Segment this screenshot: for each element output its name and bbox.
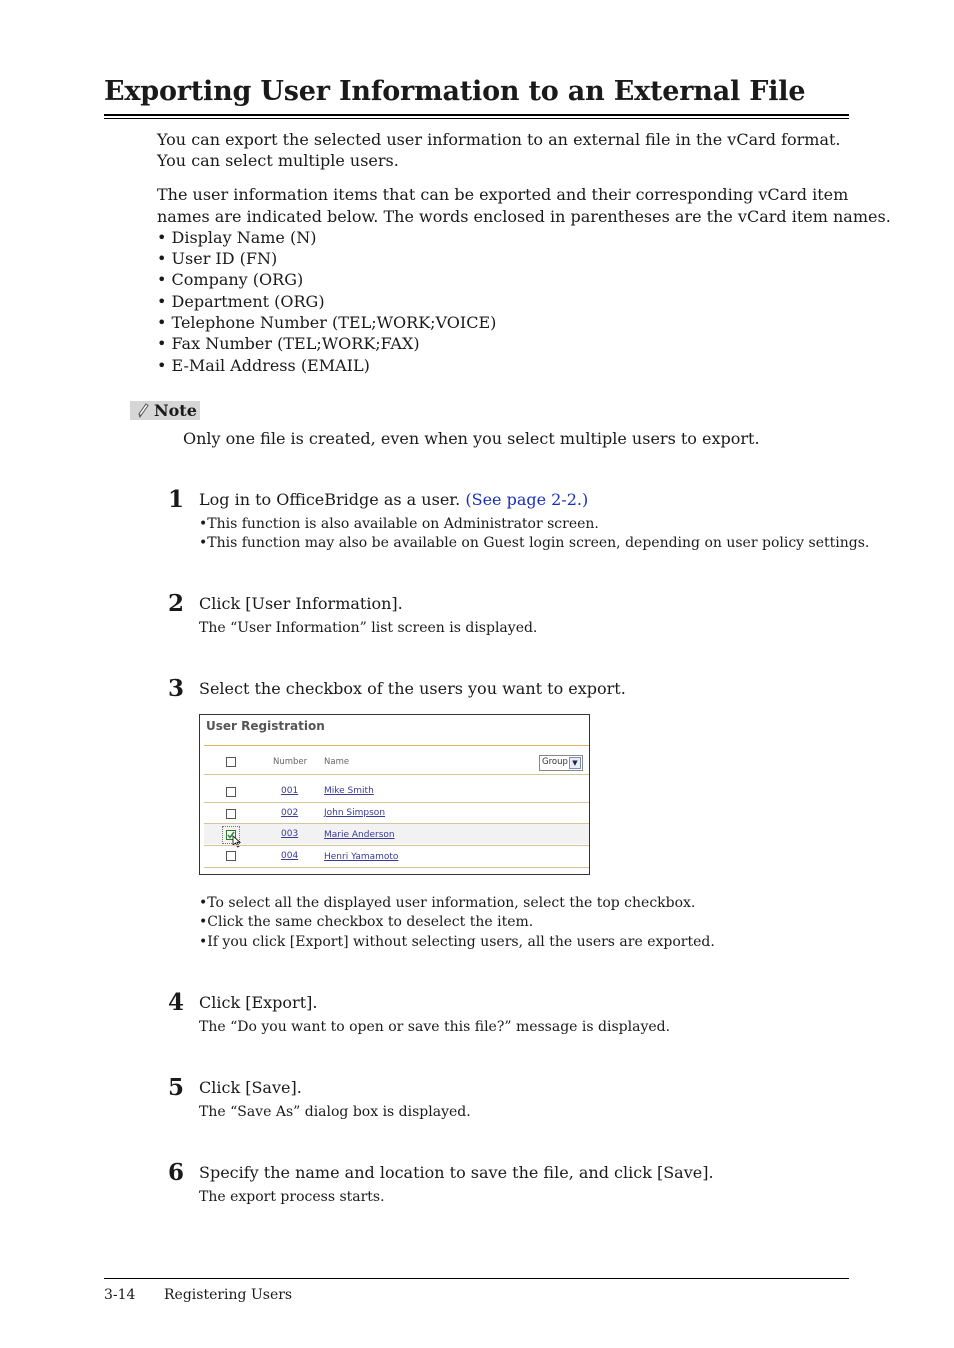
step-number: 4 [167,989,184,1016]
step-detail: The “Do you want to open or save this file?” message is displayed. [199,1019,671,1035]
chevron-down-icon[interactable]: ▼ [569,757,581,769]
user-name-link[interactable]: Marie Anderson [324,830,395,840]
see-page-link[interactable]: (See page 2-2.) [465,490,589,509]
highlighted-row [204,824,589,844]
list-item: • User ID (FN) [157,249,278,268]
step-detail: •To select all the displayed user information, select the top checkbox. [199,895,696,911]
step-number: 2 [167,590,184,617]
step-detail: •This function is also available on Administrator screen. [199,516,599,532]
note-label: Note [154,401,197,420]
user-registration-screenshot [199,714,590,875]
user-name-link[interactable]: Henri Yamamoto [324,852,399,862]
step-detail: •This function may also be available on Guest login screen, depending on user policy settings. [199,535,870,551]
intro-line-2: You can select multiple users. [157,151,399,170]
list-item: • Department (ORG) [157,292,325,311]
step-text: Specify the name and location to save the file, and click [Save]. [199,1163,714,1182]
user-number-link[interactable]: 002 [281,808,299,818]
heading-underline [204,745,589,746]
column-header-name: Name [324,757,350,767]
row-checkbox[interactable] [226,809,236,819]
step-number: 5 [167,1074,184,1101]
step-detail: The “User Information” list screen is displayed. [199,620,538,636]
step-detail: •If you click [Export] without selecting users, all the users are exported. [199,934,715,950]
step-detail: •Click the same checkbox to deselect the item. [199,914,534,930]
step-detail: The export process starts. [199,1189,385,1205]
note-text: Only one file is created, even when you select multiple users to export. [183,429,760,448]
list-item: • Telephone Number (TEL;WORK;VOICE) [157,313,497,332]
user-number-link[interactable]: 004 [281,851,299,861]
user-number-link[interactable]: 003 [281,829,299,839]
mouse-cursor-icon [232,835,241,848]
page-number: 3-14 [104,1287,136,1303]
step-number: 6 [167,1159,184,1186]
items-intro-line-2: names are indicated below. The words enclosed in parentheses are the vCard item names. [157,207,891,226]
section-name: Registering Users [164,1287,293,1303]
user-name-link[interactable]: John Simpson [324,808,386,818]
step-detail: The “Save As” dialog box is displayed. [199,1104,471,1120]
items-intro-line-1: The user information items that can be exported and their corresponding vCard item [157,185,849,204]
row-divider [204,774,589,775]
step-text: Click [Save]. [199,1078,302,1097]
user-number-link[interactable]: 001 [281,786,299,796]
step-text-main: Log in to OfficeBridge as a user. [199,490,461,509]
step-text [199,490,588,509]
footer-rule [104,1278,849,1279]
step-number: 1 [167,486,184,513]
row-checkbox[interactable] [226,851,236,861]
row-divider [204,845,589,846]
list-item: • E-Mail Address (EMAIL) [157,356,370,375]
intro-line-1: You can export the selected user information to an external file in the vCard format. [157,130,841,149]
pencil-icon [135,402,151,419]
title-rule-thin [104,118,849,119]
select-all-checkbox[interactable] [226,757,236,767]
title-rule [104,114,849,116]
column-header-number: Number [273,757,308,767]
row-divider [204,823,589,824]
list-item: • Fax Number (TEL;WORK;FAX) [157,334,420,353]
list-item: • Display Name (N) [157,228,317,247]
user-name-link[interactable]: Mike Smith [324,786,374,796]
group-select[interactable] [539,755,583,771]
group-select-value: Group [542,757,568,767]
list-item: • Company (ORG) [157,270,304,289]
row-checkbox[interactable] [226,787,236,797]
screenshot-heading: User Registration [206,719,325,733]
step-number: 3 [167,675,184,702]
row-divider [204,802,589,803]
step-text: Select the checkbox of the users you want to export. [199,679,626,698]
step-text: Click [Export]. [199,993,318,1012]
step-text: Click [User Information]. [199,594,403,613]
page-title: Exporting User Information to an External File [104,76,806,107]
row-divider [204,867,589,868]
